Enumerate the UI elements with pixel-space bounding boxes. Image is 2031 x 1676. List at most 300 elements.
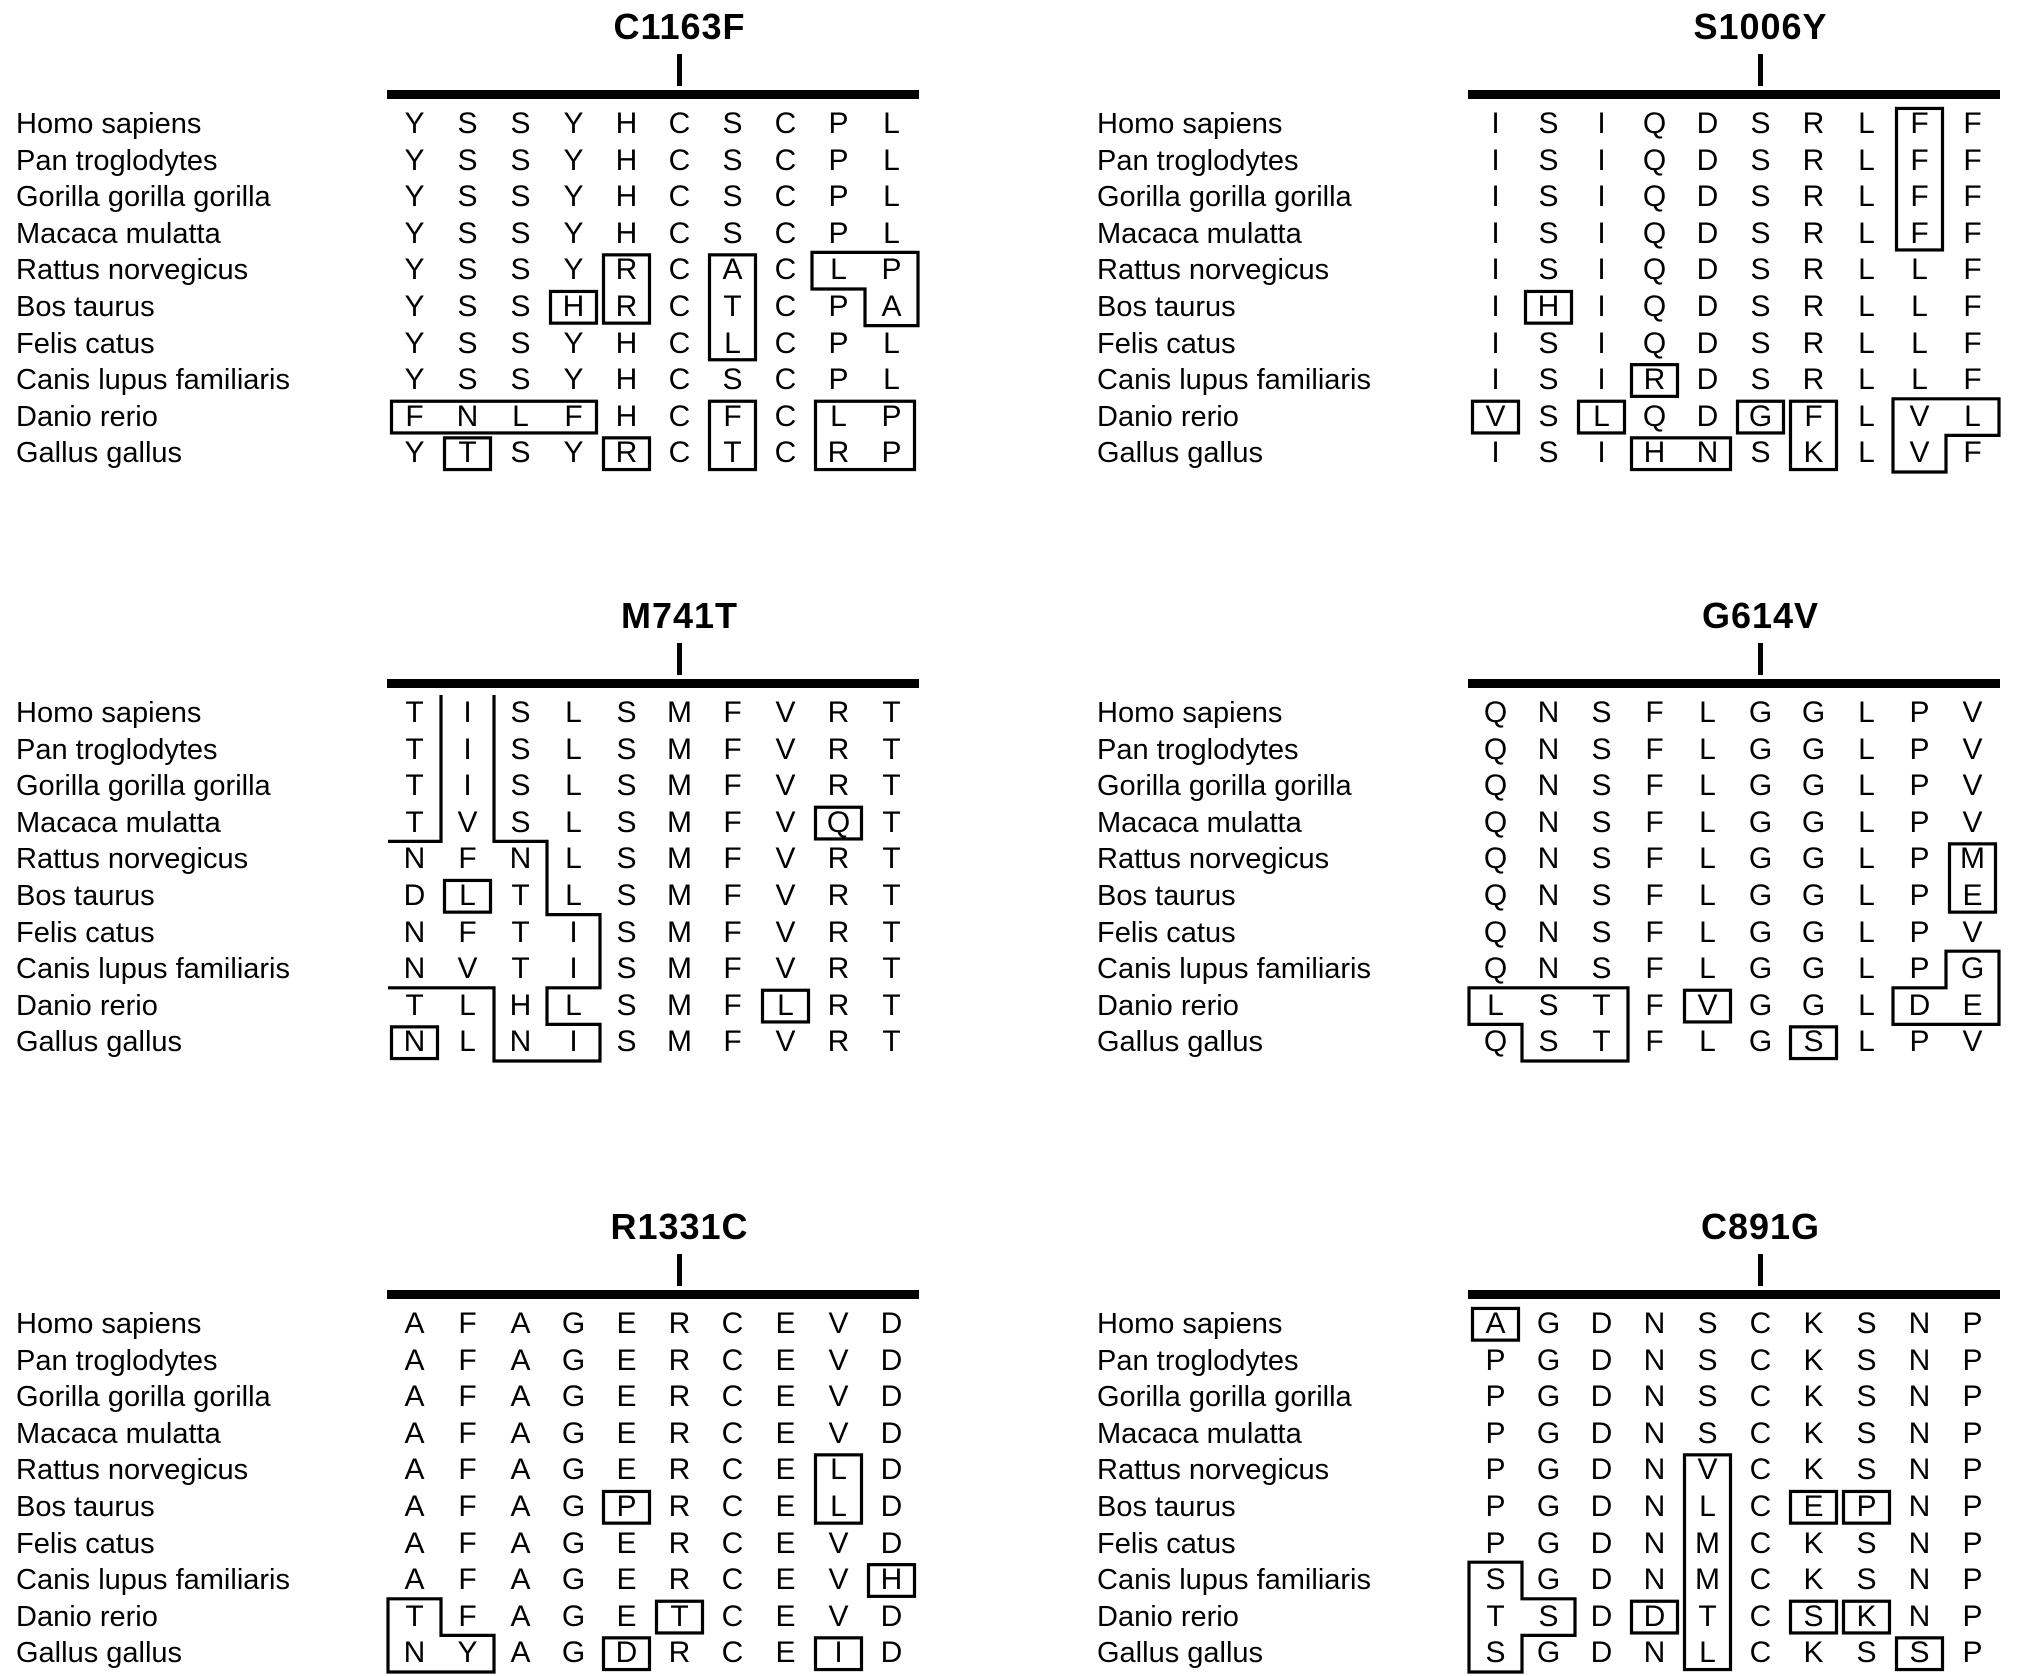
residue-cell: R [1802, 107, 1825, 140]
residue-cell: F [1645, 696, 1664, 729]
residue-cell: V [1697, 1453, 1718, 1487]
residue-cell: C [1749, 1490, 1772, 1523]
residue-cell: N [1908, 1380, 1931, 1414]
residue-cell: P [1962, 1563, 1983, 1597]
residue-cell: S [616, 805, 637, 839]
residue-cell: S [722, 107, 743, 140]
residue-cell: I [1491, 326, 1500, 360]
species-label: Gorilla gorilla gorilla [16, 1381, 271, 1414]
highlight-box [1844, 1601, 1890, 1633]
residue-cell: K [1803, 1416, 1824, 1450]
residue-cell: T [405, 732, 424, 766]
residue-cell: N [1908, 1416, 1931, 1450]
residue-cell: N [1643, 1563, 1666, 1597]
residue-cell: I [569, 1025, 578, 1059]
residue-cell: N [1908, 1490, 1931, 1523]
residue-cell: R [668, 1563, 691, 1597]
residue-cell: C [1749, 1453, 1772, 1487]
residue-cell: N [403, 915, 426, 949]
residue-cell: H [880, 1563, 903, 1597]
residue-cell: L [724, 326, 741, 360]
residue-cell: N [1537, 842, 1560, 876]
species-label: Macaca mulatta [16, 217, 221, 250]
residue-cell: S [510, 805, 531, 839]
residue-cell: N [1643, 1490, 1666, 1523]
residue-cell: T [511, 879, 530, 912]
residue-cell: R [1802, 363, 1825, 397]
residue-cell: Q [1642, 180, 1667, 214]
residue-cell: A [510, 1490, 531, 1523]
residue-cell: A [722, 253, 743, 287]
species-label: Bos taurus [1097, 291, 1236, 323]
residue-cell: E [616, 1380, 637, 1414]
residue-cell: D [880, 1380, 903, 1414]
residue-cell: A [404, 1307, 425, 1340]
residue-cell: P [1962, 1526, 1983, 1560]
residue-cell: M [1960, 842, 1985, 876]
residue-cell: F [1963, 253, 1982, 287]
residue-cell: G [1536, 1307, 1561, 1340]
residue-cell: P [1962, 1453, 1983, 1487]
residue-cell: S [457, 326, 478, 360]
residue-cell: V [828, 1416, 849, 1450]
residue-cell: N [1643, 1343, 1666, 1377]
residue-cell: P [1962, 1416, 1983, 1450]
residue-cell: R [827, 696, 850, 729]
residue-cell: D [1590, 1343, 1613, 1377]
species-label: Bos taurus [16, 291, 155, 323]
highlight-box [551, 291, 597, 323]
residue-cell: S [1750, 363, 1771, 397]
residue-cell: P [1485, 1490, 1506, 1523]
residue-cell: P [1909, 915, 1930, 949]
residue-cell: V [775, 915, 796, 949]
residue-cell: S [1856, 1526, 1877, 1560]
residue-cell: L [565, 769, 582, 803]
residue-cell: S [1538, 436, 1559, 470]
residue-cell: T [511, 915, 530, 949]
mutation-position-tick [1758, 1254, 1763, 1286]
residue-cell: S [1538, 988, 1559, 1022]
residue-cell: R [615, 436, 638, 470]
residue-cell: N [1643, 1307, 1666, 1340]
residue-cell: G [561, 1343, 586, 1377]
residue-cell: C [721, 1416, 744, 1450]
species-label: Homo sapiens [16, 697, 202, 729]
residue-cell: T [511, 952, 530, 986]
residue-cell: P [828, 143, 849, 177]
highlight-box [388, 1599, 494, 1672]
residue-cell: E [1962, 879, 1983, 912]
residue-cell: T [405, 805, 424, 839]
residue-cell: P [1962, 1599, 1983, 1633]
residue-cell: L [883, 363, 900, 397]
residue-cell: S [1856, 1380, 1877, 1414]
residue-cell: C [774, 436, 797, 470]
residue-cell: S [1856, 1343, 1877, 1377]
residue-cell: V [775, 769, 796, 803]
residue-cell: S [510, 143, 531, 177]
residue-cell: T [723, 290, 742, 323]
highlight-overlay [1469, 695, 1999, 1061]
species-label: Canis lupus familiaris [1097, 953, 1371, 986]
residue-cell: H [615, 399, 638, 433]
residue-cell: D [880, 1416, 903, 1450]
residue-cell: R [827, 842, 850, 876]
residue-cell: N [1643, 1380, 1666, 1414]
residue-cell: R [827, 732, 850, 766]
residue-cell: L [1858, 326, 1875, 360]
residue-cell: S [1538, 1025, 1559, 1059]
residue-cell: S [510, 769, 531, 803]
residue-cell: A [404, 1563, 425, 1597]
residue-cell: G [1801, 879, 1826, 912]
residue-cell: N [1908, 1453, 1931, 1487]
species-label: Rattus norvegicus [1097, 254, 1330, 287]
residue-cell: I [1597, 290, 1606, 323]
residue-cell: T [670, 1599, 689, 1633]
residue-cell: S [616, 1025, 637, 1059]
residue-cell: T [458, 436, 477, 470]
header-bar [387, 90, 919, 99]
residue-cell: R [668, 1416, 691, 1450]
residue-cell: T [1486, 1599, 1505, 1633]
residue-cell: Y [404, 290, 425, 323]
residue-cell: Q [1483, 769, 1508, 803]
residue-cell: D [1696, 399, 1719, 433]
residue-cell: T [405, 696, 424, 729]
residue-cell: C [721, 1563, 744, 1597]
residue-cell: V [775, 805, 796, 839]
residue-cell: V [1962, 696, 1983, 729]
residue-cell: S [722, 180, 743, 214]
residue-cell: S [457, 363, 478, 397]
residue-cell: N [1537, 769, 1560, 803]
residue-cell: S [1591, 769, 1612, 803]
residue-cell: Y [404, 326, 425, 360]
header-bar [387, 679, 919, 688]
residue-cell: S [1538, 253, 1559, 287]
residue-cell: L [1858, 842, 1875, 876]
residue-cell: F [723, 915, 742, 949]
residue-cell: S [1591, 805, 1612, 839]
residue-cell: Q [1642, 253, 1667, 287]
residue-cell: S [1485, 1563, 1506, 1597]
residue-cell: F [1963, 290, 1982, 323]
residue-cell: F [1910, 216, 1929, 250]
residue-cell: D [1696, 290, 1719, 323]
species-label: Gorilla gorilla gorilla [1097, 181, 1352, 214]
residue-cell: F [1645, 988, 1664, 1022]
residue-cell: Y [404, 363, 425, 397]
residue-cell: S [1538, 399, 1559, 433]
residue-cell: L [1858, 915, 1875, 949]
residue-cell: L [830, 399, 847, 433]
residue-cell: S [457, 216, 478, 250]
residue-cell: M [667, 988, 692, 1022]
species-label: Gallus gallus [1097, 1637, 1264, 1670]
residue-cell: D [880, 1307, 903, 1340]
residue-cell: E [775, 1490, 796, 1523]
residue-cell: K [1803, 1307, 1824, 1340]
residue-cell: N [1908, 1599, 1931, 1633]
alignment-panel-g614v [1092, 589, 2031, 1069]
species-label: Pan troglodytes [16, 144, 218, 177]
residue-cell: R [827, 988, 850, 1022]
residue-cell: N [1908, 1563, 1931, 1597]
residue-cell: V [775, 732, 796, 766]
residue-cell: F [1910, 143, 1929, 177]
residue-cell: P [1962, 1636, 1983, 1670]
residue-cell: N [1537, 805, 1560, 839]
residue-cell: D [880, 1636, 903, 1670]
residue-cell: S [722, 143, 743, 177]
residue-cell: G [1536, 1453, 1561, 1487]
residue-cell: V [775, 952, 796, 986]
species-label: Homo sapiens [16, 1308, 202, 1340]
residue-cell: N [509, 1025, 532, 1059]
highlight-box [1791, 1601, 1837, 1633]
residue-cell: L [459, 879, 476, 912]
residue-cell: M [667, 879, 692, 912]
residue-cell: Y [563, 253, 584, 287]
residue-cell: G [1748, 915, 1773, 949]
residue-cell: C [1749, 1636, 1772, 1670]
residue-cell: E [616, 1343, 637, 1377]
residue-cell: G [1536, 1526, 1561, 1560]
residue-cell: C [1749, 1563, 1772, 1597]
residue-cell: P [1909, 842, 1930, 876]
residue-cell: S [510, 436, 531, 470]
species-label: Danio rerio [16, 1600, 158, 1633]
species-label: Macaca mulatta [1097, 217, 1302, 250]
residue-cell: F [1645, 842, 1664, 876]
residue-cell: F [1963, 326, 1982, 360]
residue-cell: D [1590, 1599, 1613, 1633]
residue-cell: P [1909, 769, 1930, 803]
residue-cell: Q [1483, 915, 1508, 949]
residue-cell: I [1491, 180, 1500, 214]
residue-cell: V [775, 1025, 796, 1059]
residue-cell: V [457, 805, 478, 839]
residue-cell: C [774, 143, 797, 177]
residue-cell: N [403, 842, 426, 876]
residue-cell: S [1856, 1563, 1877, 1597]
residue-cell: D [880, 1453, 903, 1487]
residue-cell: I [1491, 436, 1500, 470]
residue-cell: S [1750, 180, 1771, 214]
residue-cell: Y [404, 216, 425, 250]
residue-cell: C [721, 1343, 744, 1377]
residue-cell: D [1590, 1563, 1613, 1597]
residue-cell: K [1856, 1599, 1877, 1633]
residue-cell: Q [1642, 326, 1667, 360]
residue-cell: T [723, 436, 742, 470]
residue-cell: C [668, 399, 691, 433]
highlight-overlay [388, 106, 918, 472]
residue-cell: L [1858, 216, 1875, 250]
residue-cell: C [774, 399, 797, 433]
alignment-panel-s1006y [1092, 0, 2031, 480]
residue-cell: P [1962, 1490, 1983, 1523]
residue-cell: S [616, 988, 637, 1022]
residue-cell: F [1645, 1025, 1664, 1059]
residue-cell: F [458, 1416, 477, 1450]
residue-cell: S [722, 216, 743, 250]
species-label: Felis catus [16, 916, 155, 949]
residue-cell: N [1537, 696, 1560, 729]
residue-cell: S [1591, 696, 1612, 729]
residue-cell: C [1749, 1380, 1772, 1414]
residue-cell: L [1593, 399, 1610, 433]
residue-cell: G [561, 1563, 586, 1597]
residue-cell: F [1645, 805, 1664, 839]
species-label: Gallus gallus [16, 437, 183, 470]
residue-cell: H [615, 143, 638, 177]
residue-cell: E [616, 1563, 637, 1597]
residue-cell: G [1801, 696, 1826, 729]
residue-cell: L [1858, 769, 1875, 803]
residue-cell: I [1491, 107, 1500, 140]
residue-cell: S [510, 216, 531, 250]
header-bar [1468, 90, 2000, 99]
residue-cell: T [882, 879, 901, 912]
panel-title: M741T [620, 595, 739, 636]
residue-cell: N [1537, 952, 1560, 986]
highlight-box [392, 1027, 438, 1059]
residue-cell: A [510, 1453, 531, 1487]
residue-cell: G [561, 1636, 586, 1670]
residue-cell: A [510, 1416, 531, 1450]
highlight-box [1632, 1601, 1678, 1633]
residue-cell: Q [1642, 399, 1667, 433]
residue-cell: G [1536, 1343, 1561, 1377]
residue-cell: P [1962, 1380, 1983, 1414]
highlight-box [816, 1455, 862, 1523]
residue-cell: R [668, 1453, 691, 1487]
residue-cell: C [721, 1380, 744, 1414]
residue-cell: A [881, 290, 902, 323]
residue-cell: H [509, 988, 532, 1022]
residue-cell: D [1696, 107, 1719, 140]
highlight-box [1473, 401, 1519, 433]
residue-cell: D [1696, 363, 1719, 397]
residue-cell: D [880, 1343, 903, 1377]
species-label: Bos taurus [16, 880, 155, 912]
residue-cell: L [883, 107, 900, 140]
highlight-overlay [388, 1306, 918, 1672]
residue-cell: C [1749, 1599, 1772, 1633]
residue-cell: L [512, 399, 529, 433]
alignment-panel-c1163f [11, 0, 951, 480]
residue-cell: L [565, 805, 582, 839]
residue-cell: V [1697, 988, 1718, 1022]
highlight-box [1950, 844, 1996, 912]
residue-cell: S [1538, 143, 1559, 177]
species-label: Rattus norvegicus [16, 1454, 249, 1487]
highlight-box [1897, 108, 1943, 250]
residue-cell: S [1538, 1599, 1559, 1633]
panel-title: C1163F [613, 6, 746, 47]
residue-cell: V [828, 1563, 849, 1597]
residue-cell: R [827, 769, 850, 803]
highlight-box [1844, 1491, 1890, 1523]
residue-cell: I [1491, 216, 1500, 250]
residue-cell: E [616, 1307, 637, 1340]
residue-cell: H [615, 326, 638, 360]
residue-cell: G [1801, 988, 1826, 1022]
species-label: Homo sapiens [16, 108, 202, 140]
residue-cell: M [667, 769, 692, 803]
residue-cell: A [404, 1453, 425, 1487]
residue-cell: L [1699, 1636, 1716, 1670]
residue-cell: S [510, 696, 531, 729]
residue-cell: M [667, 732, 692, 766]
residue-cell: E [775, 1416, 796, 1450]
residue-cell: I [569, 915, 578, 949]
residue-cell: E [775, 1343, 796, 1377]
residue-cell: R [1802, 326, 1825, 360]
residue-cell: M [667, 696, 692, 729]
residue-cell: I [1597, 143, 1606, 177]
residue-cell: Y [563, 436, 584, 470]
residue-cell: D [1696, 216, 1719, 250]
residue-cell: S [1538, 216, 1559, 250]
residue-cell: K [1803, 1636, 1824, 1670]
residue-cell: L [459, 988, 476, 1022]
residue-cell: G [1960, 952, 1985, 986]
mutation-position-tick [677, 1254, 682, 1286]
highlight-box [710, 401, 756, 469]
species-label: Gallus gallus [16, 1637, 183, 1670]
residue-cell: T [882, 769, 901, 803]
residue-cell: L [565, 879, 582, 912]
residue-cell: H [615, 180, 638, 214]
residue-cell: V [828, 1599, 849, 1633]
highlight-box [392, 401, 597, 433]
residue-cell: I [1597, 216, 1606, 250]
residue-cell: S [1856, 1453, 1877, 1487]
residue-cell: V [828, 1526, 849, 1560]
species-label: Pan troglodytes [16, 1344, 218, 1377]
residue-cell: V [1962, 732, 1983, 766]
residue-cell: A [510, 1343, 531, 1377]
mutation-position-tick [1758, 643, 1763, 675]
residue-cell: L [830, 253, 847, 287]
residue-cell: C [668, 143, 691, 177]
residue-cell: S [616, 696, 637, 729]
residue-cell: L [565, 842, 582, 876]
residue-cell: F [1645, 915, 1664, 949]
residue-cell: F [723, 769, 742, 803]
residue-cell: V [1485, 399, 1506, 433]
residue-cell: F [1645, 769, 1664, 803]
highlight-box [1738, 401, 1784, 433]
alignment-panel-r1331c [11, 1200, 951, 1676]
residue-cell: R [668, 1307, 691, 1340]
species-label: Felis catus [1097, 1527, 1236, 1560]
residue-cell: F [1645, 732, 1664, 766]
residue-cell: F [1963, 107, 1982, 140]
residue-cell: L [1858, 879, 1875, 912]
residue-cell: F [564, 399, 583, 433]
residue-cell: G [561, 1599, 586, 1633]
residue-cell: L [1487, 988, 1504, 1022]
residue-cell: D [1590, 1636, 1613, 1670]
species-label: Canis lupus familiaris [16, 953, 290, 986]
residue-cell: S [1750, 107, 1771, 140]
species-label: Danio rerio [1097, 400, 1239, 433]
